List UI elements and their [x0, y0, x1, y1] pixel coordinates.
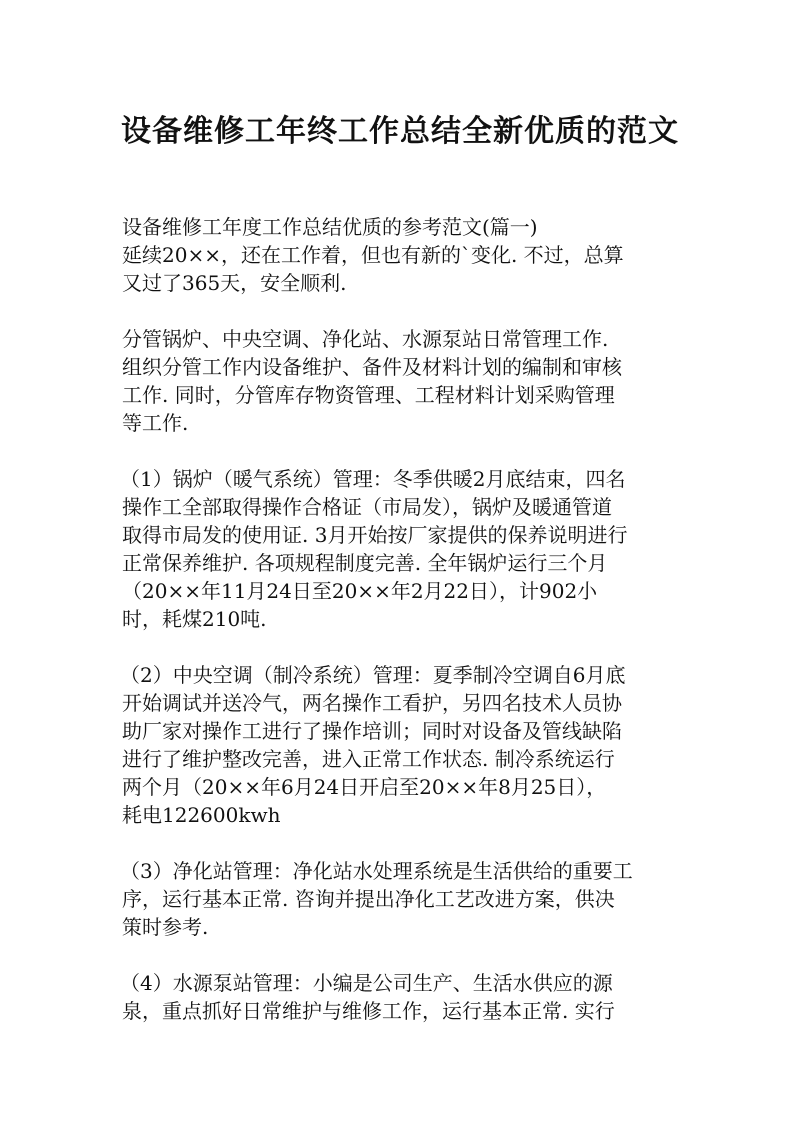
paragraph-line: （3）净化站管理：净化站水处理系统是生活供给的重要工: [120, 859, 633, 883]
paragraph-line: 时，耗煤210吨.: [122, 607, 267, 631]
paragraph-line: （1）锅炉（暖气系统）管理：冬季供暖2月底结束，四名: [120, 467, 626, 491]
paragraph-line: （20××年11月24日至20××年2月22日），计902小: [122, 579, 598, 603]
paragraph-line: 工作. 同时，分管库存物资管理、工程材料计划采购管理: [122, 383, 615, 407]
document-title: 设备维修工年终工作总结全新优质的范文: [121, 114, 679, 149]
paragraph-line: 策时参考.: [122, 915, 209, 939]
paragraph-line: 序，运行基本正常. 咨询并提出净化工艺改进方案，供决: [122, 887, 615, 911]
paragraph-line: 开始调试并送冷气，两名操作工看护，另四名技术人员协: [122, 691, 622, 715]
paragraph-line: 泉，重点抓好日常维护与维修工作，运行基本正常. 实行: [122, 999, 615, 1023]
intro-line: 延续20××，还在工作着，但也有新的`变化. 不过，总算: [122, 243, 624, 267]
paragraph-line: 取得市局发的使用证. 3月开始按厂家提供的保养说明进行: [122, 523, 628, 547]
paragraph-line: 正常保养维护. 各项规程制度完善. 全年锅炉运行三个月: [122, 551, 608, 575]
paragraph-line: 两个月（20××年6月24日开启至20××年8月25日），: [122, 775, 607, 799]
paragraph-line: （4）水源泵站管理：小编是公司生产、生活水供应的源: [120, 971, 613, 995]
intro-line: 又过了365天，安全顺利.: [122, 271, 347, 295]
paragraph-line: （2）中央空调（制冷系统）管理：夏季制冷空调自6月底: [120, 663, 626, 687]
paragraph-line: 进行了维护整改完善，进入正常工作状态. 制冷系统运行: [122, 747, 615, 771]
paragraph-line: 组织分管工作内设备维护、备件及材料计划的编制和审核: [122, 355, 622, 379]
paragraph-line: 耗电122600kwh: [122, 803, 281, 827]
intro-heading: 设备维修工年度工作总结优质的参考范文(篇一): [122, 215, 538, 239]
paragraph-line: 分管锅炉、中央空调、净化站、水源泵站日常管理工作.: [122, 327, 609, 351]
paragraph-line: 操作工全部取得操作合格证（市局发），锅炉及暖通管道: [122, 495, 612, 519]
paragraph-line: 等工作.: [122, 411, 189, 435]
paragraph-line: 助厂家对操作工进行了操作培训；同时对设备及管线缺陷: [122, 719, 622, 743]
